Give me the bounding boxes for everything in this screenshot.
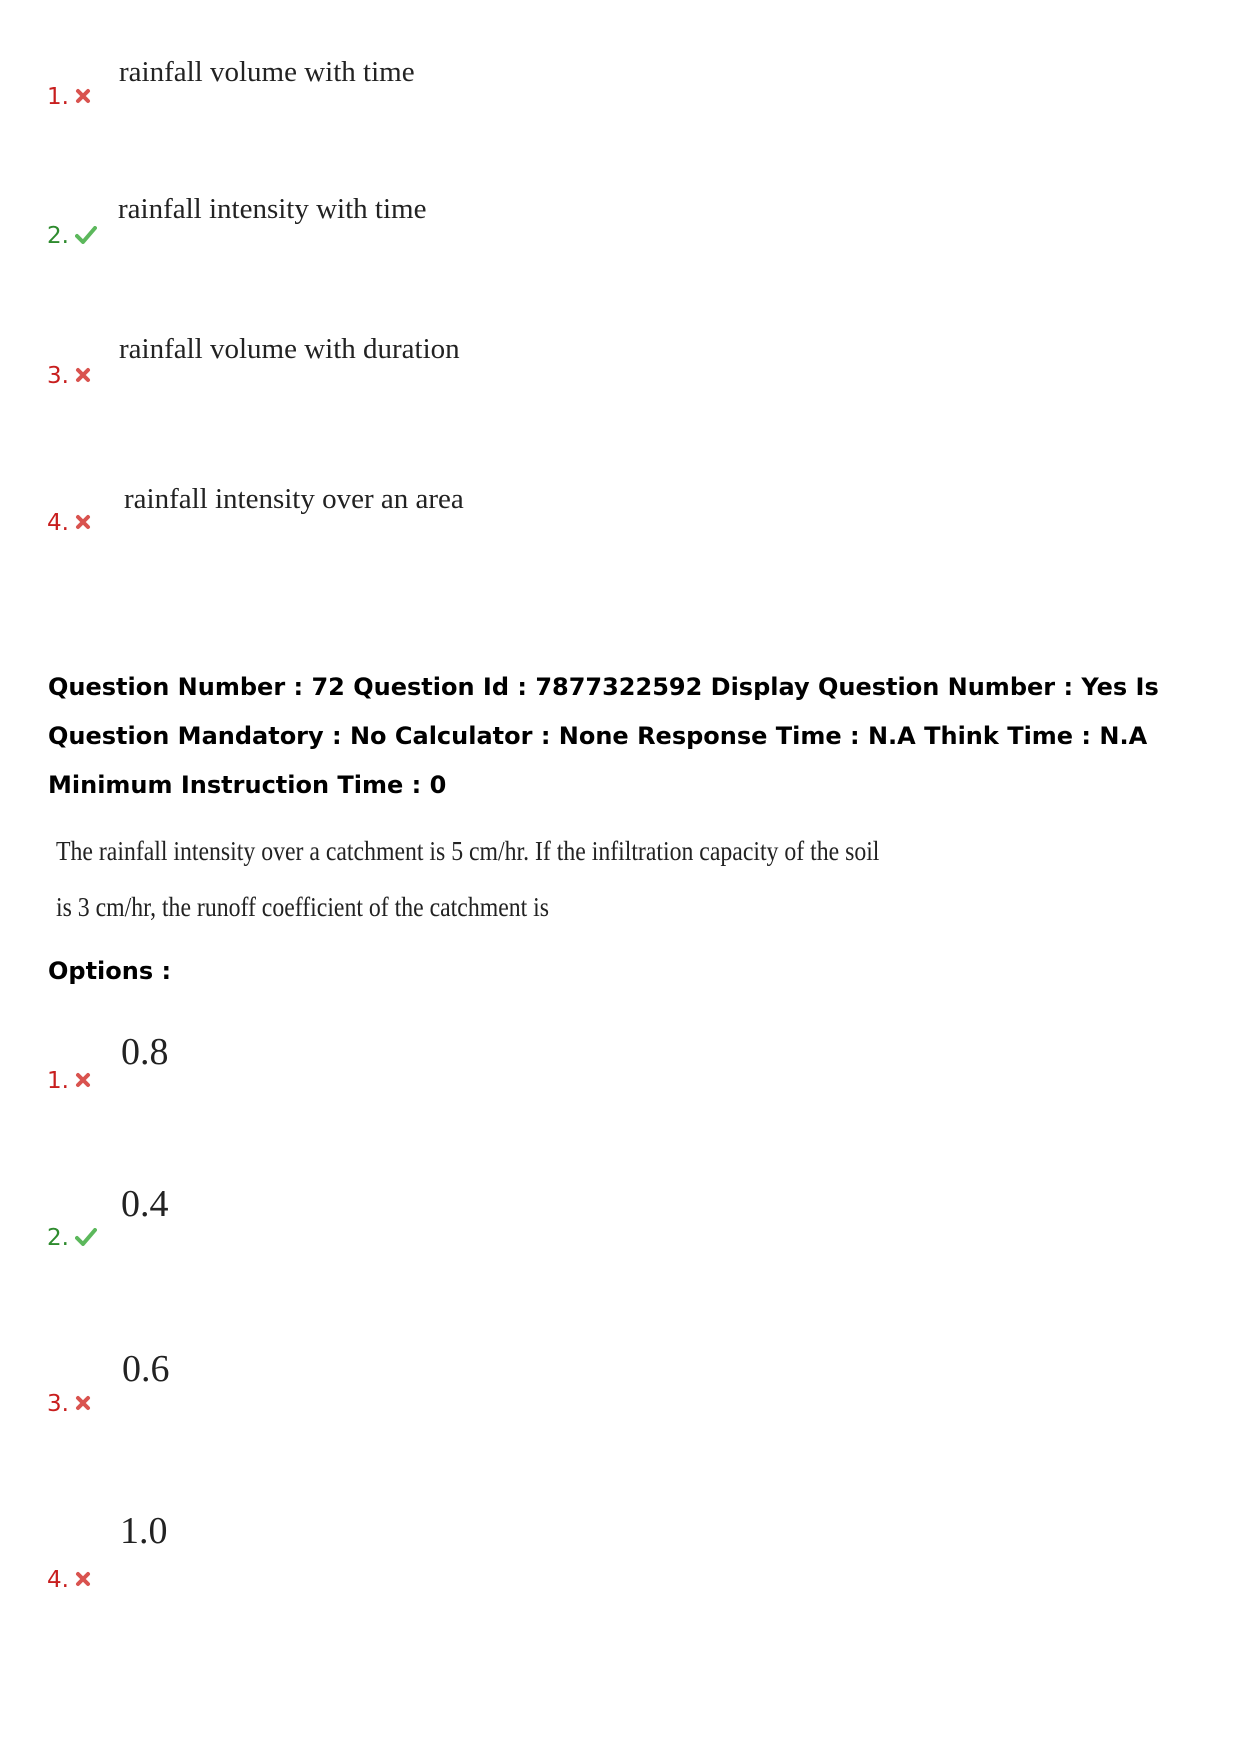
option-text: rainfall intensity over an area [124,483,464,515]
option-number: 2. [47,1224,97,1252]
option-text: rainfall volume with time [119,56,415,88]
option-text: 1.0 [120,1510,168,1552]
cross-icon [75,1395,91,1411]
option-number: 4. [47,509,91,537]
option-text: 0.4 [121,1183,169,1225]
option-text: rainfall intensity with time [118,193,427,225]
question-text-line-1: The rainfall intensity over a catchment is 5 cm/hr. If the infiltration capacity of the soil [56,836,880,866]
option-text: rainfall volume with duration [119,333,460,365]
question-meta: Question Number : 72 Question Id : 7877322592 Display Question Number : Yes Is Question Mandatory : No Calculator : None Response Time : N.A Think Time : N.A Minimum Instruction Time : 0 [48,673,1159,799]
cross-icon [75,1571,91,1587]
question-text-line-2: is 3 cm/hr, the runoff coefficient of the catchment is [56,892,550,922]
cross-icon [75,367,91,383]
option-number: 2. [47,222,97,250]
cross-icon [75,88,91,104]
option-number: 1. [47,1067,91,1095]
cross-icon [75,1072,91,1088]
option-number: 3. [47,1390,91,1418]
option-number: 1. [47,83,91,111]
cross-icon [75,514,91,530]
option-text: 0.8 [121,1031,169,1073]
option-number: 4. [47,1566,91,1594]
checkmark-icon [75,226,97,244]
option-number: 3. [47,362,91,390]
options-label: Options : [48,957,172,985]
option-text: 0.6 [122,1348,170,1390]
checkmark-icon [75,1228,97,1246]
